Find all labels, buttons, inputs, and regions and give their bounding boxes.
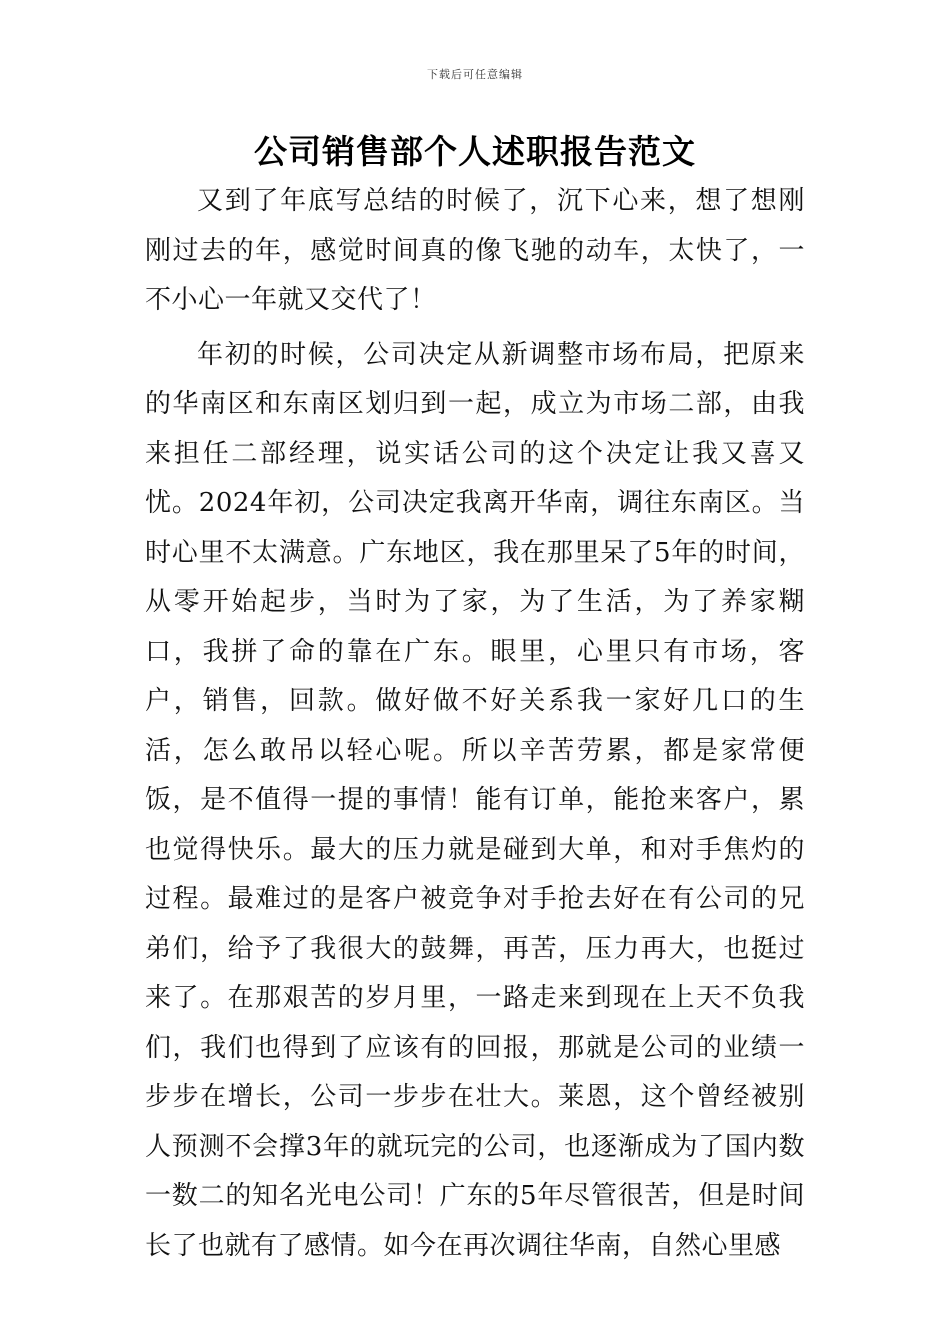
paragraph-main: 年初的时候，公司决定从新调整市场布局，把原来的华南区和东南区划归到一起，成立为市场二部，由我来担任二部经理，说实话公司的这个决定让我又喜又忧。2024年初，公司决定我离开华南，调往东南区。当时心里不太满意。广东地区，我在那里呆了5年的时间，从零开始起步，当时为了家，为了生活，为了养家糊口，我拼了命的靠在广东。眼里，心里只有市场，客户，销售，回款。做好做不好关系我一家好几口的生活，怎么敢吊以轻心呢。所以辛苦劳累，都是家常便饭，是不值得一提的事情！能有订单，能抢来客户，累也觉得快乐。最大的压力就是碰到大单，和对手焦灼的过程。最难过的是客户被竞争对手抢去好在有公司的兄弟们，给予了我很大的鼓舞，再苦，压力再大，也挺过来了。在那艰苦的岁月里，一路走来到现在上天不负我们，我们也得到了应该有的回报，那就是公司的业绩一步步在增长，公司一步步在壮大。莱恩，这个曾经被别人预测不会撑3年的就玩完的公司，也逐渐成为了国内数一数二的知名光电公司！广东的5年尽管很苦，但是时间长了也就有了感情。如今在再次调往华南，自然心里感 bbox=[145, 339, 805, 1261]
header-note: 下载后可任意编辑 bbox=[427, 68, 523, 81]
document-body bbox=[145, 177, 805, 1271]
document-title: 公司销售部个人述职报告范文 bbox=[254, 132, 696, 171]
paragraph-intro: 又到了年底写总结的时候了，沉下心来，想了想刚刚过去的年，感觉时间真的像飞驰的动车，太快了，一不小心一年就又交代了！ bbox=[145, 186, 805, 315]
